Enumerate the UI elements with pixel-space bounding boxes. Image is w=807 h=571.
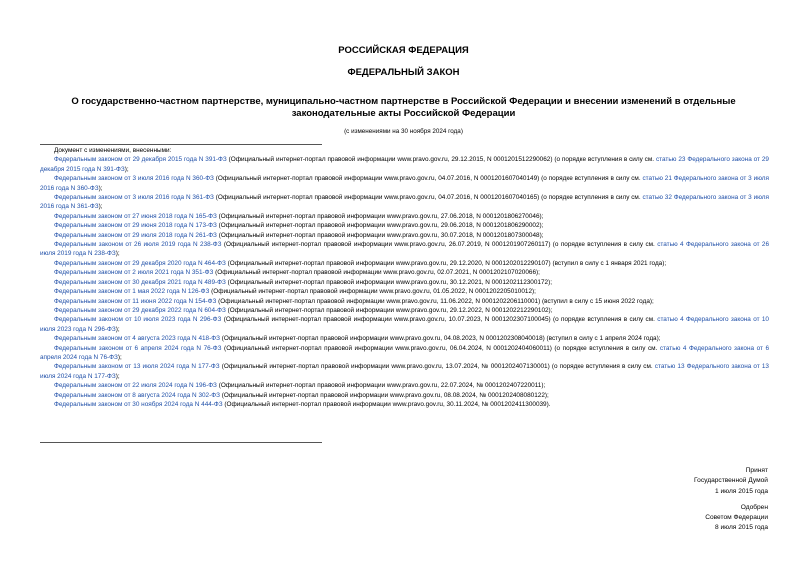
amendment-tail-text: ); xyxy=(115,250,120,258)
amendment-tail-text: ); xyxy=(115,325,120,333)
amendment-law-link[interactable]: Федеральным законом от 8 августа 2024 года N 302-ФЗ xyxy=(54,391,220,399)
amendment-tail-text: ); xyxy=(98,203,103,211)
amendment-article-link[interactable]: статью 23 Федерального закона от 29 декабря 2015 года N 391-ФЗ xyxy=(40,156,769,173)
amendment-article-link[interactable]: статью 4 Федерального закона от 10 июля 2023 года N 296-ФЗ xyxy=(40,316,769,333)
adoption-block xyxy=(628,466,768,534)
amendment-law-link[interactable]: Федеральным законом от 3 июля 2016 года N 361-ФЗ xyxy=(54,194,214,202)
amendment-item xyxy=(40,193,769,212)
amendment-item xyxy=(40,240,769,259)
amendment-item xyxy=(40,306,769,315)
amendment-publication-text: (Официальный интернет-портал правовой информации www.pravo.gov.ru, 26.07.2019, N 0001201907260117) (о порядке вступления в силу см. xyxy=(221,241,658,249)
amendment-publication-text: (Официальный интернет-портал правовой информации www.pravo.gov.ru, 10.07.2023, N 0001202307100045) (о порядке вступления в силу см. xyxy=(221,316,658,324)
amendment-law-link[interactable]: Федеральным законом от 11 июня 2022 года N 154-ФЗ xyxy=(54,297,217,305)
amendment-item xyxy=(40,231,769,240)
amendment-item xyxy=(40,174,769,193)
amendment-publication-text: (Официальный интернет-портал правовой информации www.pravo.gov.ru, 22.07.2024, № 0001202407220011); xyxy=(216,382,546,390)
approved-date: 8 июля 2015 года xyxy=(714,524,768,532)
amendment-publication-text: (Официальный интернет-портал правовой информации www.pravo.gov.ru, 08.08.2024, № 0001202408080122); xyxy=(219,391,549,399)
amendment-law-link[interactable]: Федеральным законом от 30 декабря 2021 года N 489-ФЗ xyxy=(54,278,226,286)
amendment-tail-text: ); xyxy=(98,184,103,192)
amendment-publication-text: (Официальный интернет-портал правовой информации www.pravo.gov.ru, 29.12.2022, N 0001202212290102); xyxy=(225,306,553,314)
amendment-law-link[interactable]: Федеральным законом от 10 июля 2023 года N 296-ФЗ xyxy=(54,316,222,324)
amendment-law-link[interactable]: Федеральным законом от 22 июля 2024 года N 196-ФЗ xyxy=(54,382,217,390)
amendment-tail-text: ); xyxy=(117,353,122,361)
amendment-publication-text: (Официальный интернет-портал правовой информации www.pravo.gov.ru, 11.06.2022, N 0001202206110001) (вступил в силу с 15 июня 2022 года); xyxy=(216,297,654,305)
edition-note: (с изменениями на 30 ноября 2024 года) xyxy=(344,128,463,135)
amendment-publication-text: (Официальный интернет-портал правовой информации www.pravo.gov.ru, 30.12.2021, N 0001202112300172); xyxy=(225,278,552,286)
amendment-publication-text: (Официальный интернет-портал правовой информации www.pravo.gov.ru, 29.06.2018, N 0001201806290002); xyxy=(216,222,544,230)
amendment-item xyxy=(40,212,769,221)
amendment-publication-text: (Официальный интернет-портал правовой информации www.pravo.gov.ru, 02.07.2021, N 0001202107020066); xyxy=(213,269,540,277)
amendment-item xyxy=(40,315,769,334)
amendment-item xyxy=(40,344,769,363)
approved-label: Одобрен xyxy=(740,503,768,511)
amendment-publication-text: (Официальный интернет-портал правовой информации www.pravo.gov.ru, 13.07.2024, № 0001202407130001) (о порядке вступления в силу см. xyxy=(219,363,655,371)
law-type-heading: ФЕДЕРАЛЬНЫЙ ЗАКОН xyxy=(347,67,460,78)
amendment-publication-text: (Официальный интернет-портал правовой информации www.pravo.gov.ru, 04.08.2023, N 0001202308040018) (вступил в силу с 1 апреля 2024 года); xyxy=(219,335,661,343)
top-divider xyxy=(40,144,322,145)
amendments-block xyxy=(40,146,769,409)
amendment-article-link[interactable]: статью 4 Федерального закона от 6 апреля 2024 года N 76-ФЗ xyxy=(40,344,769,361)
amendment-law-link[interactable]: Федеральным законом от 29 июля 2018 года N 261-ФЗ xyxy=(54,231,217,239)
amendment-publication-text: (Официальный интернет-портал правовой информации www.pravo.gov.ru, 29.12.2015, N 0001201512290062) (о порядке вступления в силу см. xyxy=(226,156,656,164)
amendments-list xyxy=(40,155,769,409)
amendment-publication-text: (Официальный интернет-портал правовой информации www.pravo.gov.ru, 27.06.2018, N 0001201806270046); xyxy=(216,212,544,220)
amendment-tail-text: ); xyxy=(115,372,120,380)
amendment-publication-text: (Официальный интернет-портал правовой информации www.pravo.gov.ru, 04.07.2016, N 0001201607040165) (о порядке вступления в силу см. xyxy=(213,194,643,202)
amendment-law-link[interactable]: Федеральным законом от 30 ноября 2024 года N 444-ФЗ xyxy=(54,400,223,408)
amendment-item xyxy=(40,268,769,277)
amendment-article-link[interactable]: статью 32 Федерального закона от 3 июля 2016 года N 361-ФЗ xyxy=(40,194,769,211)
amendment-law-link[interactable]: Федеральным законом от 2 июля 2021 года N 351-ФЗ xyxy=(54,269,214,277)
amendment-law-link[interactable]: Федеральным законом от 29 июня 2018 года N 173-ФЗ xyxy=(54,222,217,230)
amendment-law-link[interactable]: Федеральным законом от 6 апреля 2024 года N 76-ФЗ xyxy=(54,344,222,352)
amendment-publication-text: (Официальный интернет-портал правовой информации www.pravo.gov.ru, 30.07.2018, N 0001201807300048); xyxy=(216,231,544,239)
amendment-law-link[interactable]: Федеральным законом от 27 июня 2018 года N 165-ФЗ xyxy=(54,212,217,220)
amendment-publication-text: (Официальный интернет-портал правовой информации www.pravo.gov.ru, 04.07.2016, N 0001201607040149) (о порядке вступления в силу см. xyxy=(213,175,643,183)
amendment-item xyxy=(40,381,769,390)
amendment-law-link[interactable]: Федеральным законом от 29 декабря 2015 года N 391-ФЗ xyxy=(54,156,227,164)
amendment-article-link[interactable]: статью 21 Федерального закона от 3 июля 2016 года N 360-ФЗ xyxy=(40,175,769,192)
amendment-law-link[interactable]: Федеральным законом от 26 июля 2019 года N 238-ФЗ xyxy=(54,241,222,249)
adopted-date: 1 июля 2015 года xyxy=(714,487,768,495)
bottom-divider xyxy=(40,442,322,443)
amendment-item xyxy=(40,334,769,343)
amendment-publication-text: (Официальный интернет-портал правовой информации www.pravo.gov.ru, 01.05.2022, N 0001202205010012); xyxy=(209,288,536,296)
amendment-law-link[interactable]: Федеральным законом от 13 июля 2024 года N 177-ФЗ xyxy=(54,363,220,371)
law-title: О государственно-частном партнерстве, муниципально-частном партнерстве в Российской Федерации и внесении изменений в отдельные законодательные акты Российской Федерации xyxy=(71,96,736,119)
amendment-item xyxy=(40,221,769,230)
amendment-item xyxy=(40,287,769,296)
amendment-item xyxy=(40,362,769,381)
adopted-by: Государственной Думой xyxy=(694,477,768,485)
amendments-intro: Документ с изменениями, внесенными: xyxy=(54,147,172,154)
amendment-law-link[interactable]: Федеральным законом от 1 мая 2022 года N 126-ФЗ xyxy=(54,288,210,296)
amendment-item xyxy=(40,297,769,306)
amendment-item xyxy=(40,400,769,409)
amendment-law-link[interactable]: Федеральным законом от 3 июля 2016 года N 360-ФЗ xyxy=(54,175,214,183)
amendment-article-link[interactable]: статью 4 Федерального закона от 26 июля 2019 года N 238-ФЗ xyxy=(40,241,770,258)
amendment-publication-text: (Официальный интернет-портал правовой информации www.pravo.gov.ru, 30.11.2024, № 0001202411300039). xyxy=(222,400,551,408)
amendment-publication-text: (Официальный интернет-портал правовой информации www.pravo.gov.ru, 06.04.2024, N 0001202404060011) (о порядке вступления в силу см. xyxy=(221,344,660,352)
amendment-item xyxy=(40,391,769,400)
amendment-publication-text: (Официальный интернет-портал правовой информации www.pravo.gov.ru, 29.12.2020, N 0001202012290107) (вступил в силу с 1 января 2021 года); xyxy=(225,259,667,267)
approved-by: Советом Федерации xyxy=(705,514,768,522)
amendment-law-link[interactable]: Федеральным законом от 4 августа 2023 года N 418-ФЗ xyxy=(54,335,220,343)
amendment-item xyxy=(40,278,769,287)
country-heading: РОССИЙСКАЯ ФЕДЕРАЦИЯ xyxy=(338,45,469,56)
amendment-item xyxy=(40,259,769,268)
amendment-law-link[interactable]: Федеральным законом от 29 декабря 2020 года N 464-ФЗ xyxy=(54,259,226,267)
amendment-tail-text: ); xyxy=(124,165,129,173)
amendment-article-link[interactable]: статью 13 Федерального закона от 13 июля 2024 года N 177-ФЗ xyxy=(40,363,769,380)
adopted-label: Принят xyxy=(745,467,768,474)
amendment-law-link[interactable]: Федеральным законом от 29 декабря 2022 года N 604-ФЗ xyxy=(54,306,226,314)
amendment-item xyxy=(40,155,769,174)
